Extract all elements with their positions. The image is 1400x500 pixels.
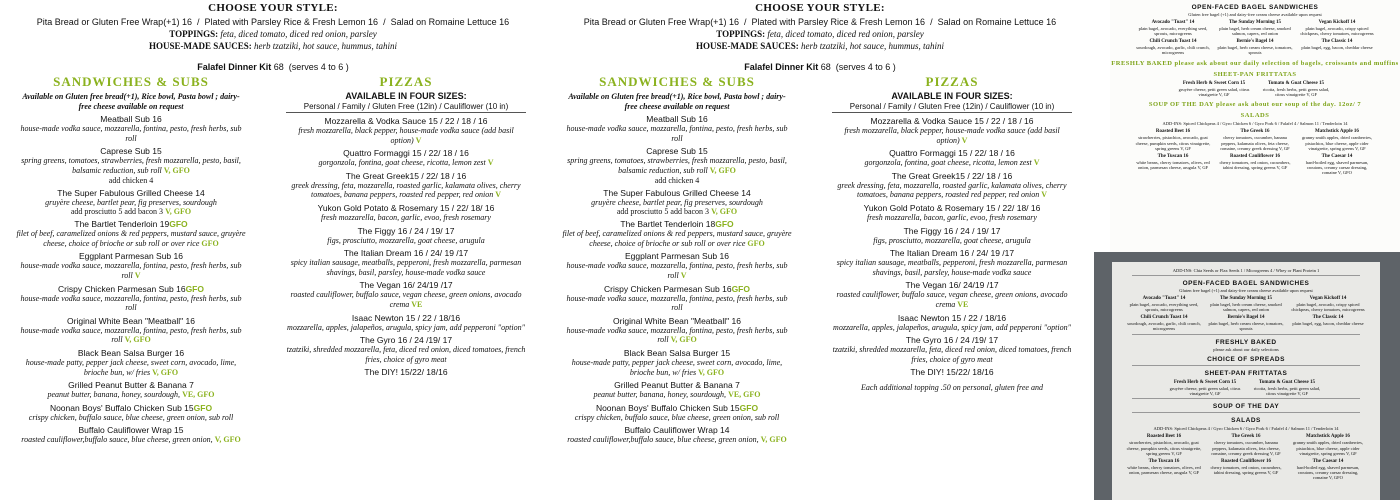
brochure-item-desc: cherry tomatoes, cucumber, banana peppers, kalamata olives, feta cheese, romaine, creamy greek dressing V, GF <box>1220 135 1290 152</box>
item-description: greek dressing, feta, mozzarella, roasted garlic, kalamata olives, cherry tomatoes, banana peppers, roasted red pepper, red onion V <box>291 180 521 200</box>
item-name: Buffalo Cauliflower Wrap 14 <box>624 425 730 436</box>
pizza-item <box>286 367 526 377</box>
style-options: Pita Bread or Gluten Free Wrap(+1) 16 / Plated with Parsley Rice & Fresh Lemon 16 / Salad on Romaine Lettuce 16 <box>36 16 510 27</box>
brochure-item-desc: plain bagel, herb cream cheese, smoked salmon, capers, red onion <box>1219 26 1291 37</box>
brochure-item <box>1126 459 1202 481</box>
gray-bagel-title: OPEN-FACED BAGEL SANDWICHES <box>1182 280 1310 287</box>
diet-tag: GFO <box>715 219 734 230</box>
diet-tag: V, GFO <box>152 367 179 377</box>
item-description: house-made patty, pepper jack cheese, sweet corn, avocado, lime, brioche bun, w/ fries V, GFO <box>25 357 237 377</box>
item-name: Quattro Formaggi 15 / 22/ 18 / 16 <box>343 148 469 159</box>
pizza-item <box>832 226 1072 246</box>
sandwiches-section <box>562 74 792 445</box>
brochure-item <box>1290 459 1366 481</box>
diet-tag: GFO <box>193 402 213 413</box>
item-name: Grilled Peanut Butter & Banana 7 <box>68 380 194 391</box>
item-name: The Bartlet Tenderloin 18GFO <box>620 219 734 230</box>
pizzas-title: PIZZAS <box>925 74 979 89</box>
brochure-item-name: The Classic 14 <box>1321 38 1353 44</box>
frittata-title: SHEET-PAN FRITTATAS <box>1213 70 1297 78</box>
diet-tag: GFO <box>747 238 765 248</box>
item-name: The Super Fabulous Grilled Cheese 14 <box>57 187 205 198</box>
item-name: Eggplant Parmesan Sub 16 <box>625 251 729 262</box>
brochure-item-name: Chili Crunch Toast 14 <box>1149 38 1197 44</box>
style-header <box>546 1 1094 52</box>
sandwich-item <box>16 219 246 248</box>
sandwich-item <box>16 146 246 184</box>
brochure-item-desc: strawberries, pistachios, avocado, goat cheese, pumpkin seeds, citrus vinaigrette, spring greens V, GF <box>1126 440 1202 457</box>
item-description: roasted cauliflower, buffalo sauce, vegan cheese, green onions, avocado crema VE <box>290 290 522 309</box>
brochure-item-desc: sourdough, avocado, garlic, chili crunch, microgreens <box>1127 320 1201 332</box>
pizza-item <box>286 280 526 309</box>
sandwiches-subtitle: Available on Gluten free bread(+1), Rice bowl, Pasta bowl ; dairy-free cheese available on request <box>22 92 240 111</box>
brochure-item-desc: cherry tomatoes, cucumber, banana peppers, kalamata olives, feta cheese, romaine, creamy greek dressing V, GF <box>1211 440 1281 457</box>
brochure-item-name: The Greek 16 <box>1240 129 1270 135</box>
brochure-item-name: Matchstick Apple 16 <box>1315 129 1359 135</box>
soup-line: SOUP OF THE DAY please ask about our soup of the day. 12oz/ 7 <box>1148 101 1362 109</box>
item-name: Caprese Sub 15 <box>646 146 708 157</box>
bagel-title: OPEN-FACED BAGEL SANDWICHES <box>1191 4 1319 11</box>
gray-bagel-grid <box>1112 296 1380 332</box>
brochure-item-name: The Sunday Morning 15 <box>1219 296 1273 301</box>
sandwich-item <box>562 348 792 377</box>
item-description: greek dressing, feta, mozzarella, roasted garlic, kalamata olives, cherry tomatoes, banana peppers, roasted red pepper, red onion V <box>837 180 1067 200</box>
brochure-item-name: Vegan Kickoff 14 <box>1318 20 1356 25</box>
salad-addons: ADD-INS: Spiced Chickpeas 4 / Gyro Chicken 6 / Gyro Pork 6 / Falafel 4 / Salmon 11 / Tenderloin 14 <box>1162 121 1348 127</box>
brochure-photo <box>1094 0 1400 500</box>
pizza-item <box>286 203 526 223</box>
item-name: The DIY! 15/22/ 18/16 <box>910 367 994 378</box>
pizzas-section <box>286 74 526 377</box>
item-description: crispy chicken, buffalo sauce, blue cheese, green onion, sub roll <box>28 412 234 422</box>
item-name: The Italian Dream 16 / 24/ 19 /17 <box>889 248 1015 259</box>
brochure-item <box>1217 20 1293 37</box>
brochure-item-desc: plain bagel, avocado, crispy spiced chickpeas, cherry tomatoes, microgreens <box>1291 302 1365 313</box>
brochure-item-desc: granny smith apples, dried cranberries, pistachios, blue cheese, apple cider vinaigrette, spring greens V, GF <box>1293 440 1363 457</box>
item-description: tzatziki, shredded mozzarella, feta, diced red onion, diced tomatoes, french fries, choice of gyro meat <box>286 345 526 364</box>
brochure-item-name: Roasted Cauliflower 16 <box>1221 458 1271 464</box>
item-addon: add prosciutto 5 add bacon 3 V, GFO <box>616 207 738 217</box>
item-name: The Vegan 16/ 24/19 /17 <box>359 280 453 291</box>
diet-tag: VE, GFO <box>728 390 761 400</box>
pizza-item <box>832 248 1072 277</box>
brochure-item-desc: white beans, cherry tomatoes, olives, red onion, parmesan cheese, arugula V, GF <box>1136 159 1210 170</box>
pizza-item <box>832 280 1072 309</box>
brochure-item-name: The Tuscan 16 <box>1148 458 1180 464</box>
item-description: house-made vodka sauce, mozzarella, fontina, pesto, fresh herbs, sub roll V, GFO <box>20 325 242 345</box>
pizza-item <box>286 148 526 168</box>
brochure-item-desc: sourdough, avocado, garlic, chili crunch, microgreens <box>1136 44 1210 56</box>
diet-tag: V, GFO <box>670 335 697 345</box>
item-name: Yukon Gold Potato & Rosemary 15 / 22/ 18/ 16 <box>863 202 1041 213</box>
sandwich-item <box>16 251 246 280</box>
brochure-item-name: Bernie's Bagel 14 <box>1227 314 1265 320</box>
diet-tag: V <box>1041 190 1047 200</box>
brochure-bottom-photo <box>1094 252 1400 500</box>
item-name: The Gyro 16 / 24 /19/ 17 <box>905 335 999 346</box>
item-description: filet of beef, caramelized onions & red peppers, mustard sauce, gruyère cheese, choice of brioche or sub roll or over rice GFO <box>562 229 792 248</box>
sandwich-item <box>16 284 246 313</box>
item-description: tzatziki, shredded mozzarella, feta, diced red onion, diced tomatoes, french fries, choice of gyro meat <box>832 345 1072 364</box>
brochure-item <box>1249 380 1325 397</box>
brochure-item <box>1217 129 1293 151</box>
brochure-item-desc: plain bagel, avocado, everything seed, sprouts, microgreens <box>1129 302 1199 313</box>
item-description: spicy italian sausage, meatballs, pepperoni, fresh mozzarella, parmesan shavings, basil, parsley, house-made vodka sauce <box>836 258 1068 277</box>
item-name: Caprese Sub 15 <box>100 146 162 157</box>
gray-addons: ADD-INS: Chia Seeds or Flax Seeds 1 / Microgreens 4 / Whey or Plant Protein 1 <box>1172 268 1320 273</box>
diet-tag: V <box>415 135 422 145</box>
item-name: Black Bean Salsa Burger 16 <box>77 347 185 358</box>
falafel-kit: Falafel Dinner Kit 68 (serves 4 to 6 ) <box>197 62 349 72</box>
item-description: fresh mozzarella, black pepper, house-made vodka sauce (add basil option) V <box>298 126 514 145</box>
item-name: The Figgy 16 / 24 / 19/ 17 <box>903 225 1001 236</box>
gray-salads: SALADS <box>1231 417 1261 425</box>
style-options: Pita Bread or Gluten Free Wrap(+1) 16 / Plated with Parsley Rice & Fresh Lemon 16 / Salad on Romaine Lettuce 16 <box>583 16 1057 27</box>
item-description: house-made vodka sauce, mozzarella, fontina, pesto, fresh herbs, sub roll V <box>566 261 788 280</box>
sandwich-item <box>562 425 792 445</box>
item-name: The Italian Dream 16 / 24/ 19 /17 <box>343 248 469 259</box>
brochure-item-desc: cherry tomatoes, red onion, cucumbers, tahini dressing, spring greens V, GF <box>1210 464 1282 475</box>
brochure-item-name: The Tuscan 16 <box>1157 153 1189 159</box>
sandwich-item <box>16 425 246 445</box>
diet-tag: V, GFO <box>214 435 241 445</box>
style-header <box>0 1 546 52</box>
menu-page-left <box>0 0 546 500</box>
item-description: fresh mozzarella, bacon, garlic, evoo, fresh rosemary <box>867 212 1037 222</box>
sandwich-item <box>562 219 792 248</box>
brochure-item-desc: white beans, cherry tomatoes, olives, red onion, parmesan cheese, arugula V, GF <box>1127 464 1201 475</box>
item-description: roasted cauliflower,buffalo sauce, blue cheese, green onion, V, GFO <box>567 435 787 445</box>
item-description: gorgonzola, fontina, goat cheese, ricotta, lemon zest V <box>864 158 1040 168</box>
brochure-item <box>1208 434 1284 456</box>
sauces-line: HOUSE-MADE SAUCES: herb tzatziki, hot sauce, hummus, tahini <box>695 41 944 52</box>
diet-tag: GFO <box>731 283 750 294</box>
item-description: spring greens, tomatoes, strawberries, fresh mozzarella, pesto, basil, balsamic reduction, sub roll V, GFO <box>21 156 241 175</box>
diet-tag: V, GFO <box>760 435 787 445</box>
brochure-item <box>1135 154 1211 176</box>
brochure-item-name: Avocado "Toast" 14 <box>1151 20 1195 25</box>
brochure-item <box>1126 296 1202 313</box>
item-name: Crispy Chicken Parmesan Sub 16GFO <box>58 283 204 294</box>
brochure-gray-page: ADD-INS: Chia Seeds or Flax Seeds 1 / Microgreens 4 / Whey or Plant Protein 1 OPEN-FACED BAGEL SANDWICHES Gluten free bagel (+1) and dairy-free cream cheese available upon request Avocado "Toast" 14 plain bagel, avocado, everything seed, sprouts, microgreens The Sunday Morning 15 plain bagel, herb cream cheese, smoked salmon, capers, red onion Vegan Kickoff 14 plain bagel, avocado, crispy spiced chickpeas, cherry tomatoes, microgreens Chili Crunch Toast 14 sourdough, avocado, garlic, chili crunch, microgreens Bernie's Bagel 14 plain bagel, herb cream cheese, tomatoes, sprouts The Classic 14 plain bagel, egg, bacon, cheddar cheese FRESHLY BAKED please ask about our daily selections CHOICE OF SPREADS SHEET-PAN FRITTATAS Fresh Herb & Sweet Corn 15 gruyère cheese, petit green salad, citrus vinaigrette V, GF Tomato & Goat Cheese 15 ricotta, fresh herbs, petit green salad, citrus vinaigrette V, GF SOUP OF THE DAY SALADS ADD-INS: Spiced Chickpeas 4 / Gyro Chicken 6 / Gyro Pork 6 / Falafel 4 / Salmon 11 / Tenderloin 14 Roasted Beet 16 strawberries, pistachios, avocado, goat cheese, pumpkin seeds, citrus vinaigrette, spring greens V, GF The Greek 16 cherry tomatoes, cucumber, banana peppers, kalamata olives, feta cheese, romaine, creamy greek dressing V, GF Matchstick Apple 16 granny smith apples, dried cranberries, pistachios, blue cheese, apple cider vinaigrette, spring greens V, GF The Tuscan 16 white beans, cherry tomatoes, olives, red onion, parmesan cheese, arugula V, GF Roasted Cauliflower 16 cherry tomatoes, red onion, cucumbers, tahini dressing, spring greens V, GF The Caesar 14 hard-boiled egg, shaved parmesan, croutons, creamy caesar dressing, romaine V, GFO <box>1112 262 1380 500</box>
brochure-item <box>1299 129 1375 151</box>
sandwich-item <box>16 403 246 423</box>
item-name: Meatball Sub 16 <box>100 114 162 125</box>
style-title: CHOOSE YOUR STYLE: <box>208 2 338 14</box>
bagel-grid <box>1110 20 1400 56</box>
item-description: peanut butter, banana, honey, sourdough, VE, GFO <box>593 390 761 400</box>
diet-tag: GFO <box>739 402 759 413</box>
brochure-item-desc: gruyère cheese, petit green salad, citrus vinaigrette V, GF <box>1178 86 1250 97</box>
item-description: house-made patty, pepper jack cheese, sweet corn, avocado, lime, brioche bun, w/ fries V, GFO <box>571 357 783 377</box>
brochure-item-name: Chili Crunch Toast 14 <box>1140 314 1188 320</box>
diet-tag: VE <box>411 299 423 309</box>
brochure-item-name: Tomato & Goat Cheese 15 <box>1259 379 1315 385</box>
sandwich-item <box>562 316 792 345</box>
sandwich-item <box>562 146 792 184</box>
pizza-sizes: Personal / Family / Gluten Free (12in) / Cauliflower (10 in) <box>832 102 1072 113</box>
pizzas-title: PIZZAS <box>379 74 433 89</box>
brochure-item <box>1299 154 1375 176</box>
brochure-item-desc: ricotta, fresh herbs, petit green salad, citrus vinaigrette V, GF <box>1253 385 1321 396</box>
sandwich-item <box>562 114 792 143</box>
pizza-item <box>832 367 1072 377</box>
brochure-item-desc: hard-boiled egg, shaved parmesan, croutons, creamy caesar dressing, romaine V, GFO <box>1305 159 1369 176</box>
brochure-item-desc: hard-boiled egg, shaved parmesan, croutons, creamy caesar dressing, romaine V, GFO <box>1296 464 1360 481</box>
brochure-item-desc: plain bagel, herb cream cheese, tomatoes, sprouts <box>1208 320 1284 332</box>
frittata-grid <box>1110 81 1400 98</box>
diet-tag: VE, GFO <box>182 390 215 400</box>
item-name: The Gyro 16 / 24 /19/ 17 <box>359 335 453 346</box>
item-description: gruyère cheese, bartlet pear, fig preserves, sourdough <box>45 197 217 207</box>
pizza-item <box>286 248 526 277</box>
diet-tag: V, GFO <box>124 335 151 345</box>
pizzas-section <box>832 74 1072 393</box>
brochure-item <box>1135 129 1211 151</box>
item-description: fresh mozzarella, bacon, garlic, evoo, fresh rosemary <box>321 212 491 222</box>
brochure-item-name: Avocado "Toast" 14 <box>1142 296 1186 301</box>
item-description: house-made vodka sauce, mozzarella, fontina, pesto, fresh herbs, sub roll <box>20 124 242 143</box>
brochure-top-page <box>1110 0 1400 252</box>
brochure-item-name: Bernie's Bagel 14 <box>1236 38 1274 44</box>
sandwich-item <box>562 188 792 217</box>
diet-tag: V <box>487 158 494 168</box>
item-name: The Great Greek15 / 22/ 18 / 16 <box>891 170 1013 181</box>
item-description: house-made vodka sauce, mozzarella, fontina, pesto, fresh herbs, sub roll <box>566 293 788 313</box>
item-description: gruyère cheese, bartlet pear, fig preserves, sourdough <box>591 197 763 207</box>
brochure-item-name: Roasted Beet 16 <box>1146 434 1182 440</box>
item-name: Grilled Peanut Butter & Banana 7 <box>614 380 740 391</box>
sandwich-item <box>562 380 792 400</box>
toppings-line: TOPPINGS: feta, diced tomato, diced red onion, parsley <box>716 28 924 39</box>
brochure-item <box>1208 296 1284 313</box>
diet-tag: GFO <box>169 219 188 230</box>
sandwiches-title: SANDWICHES & SUBS <box>53 74 209 89</box>
diet-tag: V, GFO <box>711 207 738 217</box>
falafel-kit: Falafel Dinner Kit 68 (serves 4 to 6 ) <box>744 62 896 72</box>
pizza-item <box>832 203 1072 223</box>
salad-grid <box>1110 129 1400 175</box>
item-name: Quattro Formaggi 15 / 22/ 18 / 16 <box>889 148 1015 159</box>
brochure-item-desc: cherry tomatoes, red onion, cucumbers, tahini dressing, spring greens V, GF <box>1219 159 1291 170</box>
brochure-item-name: The Caesar 14 <box>1321 153 1353 159</box>
fresh-baked: FRESHLY BAKED please ask about our daily selection of bagels, croissants and muffins <box>1111 59 1399 67</box>
sandwich-item <box>562 251 792 280</box>
item-description: mozzarella, apples, jalapeños, arugula, spicy jam, add pepperoni "option" <box>287 322 525 332</box>
item-description: figs, prosciutto, mozzarella, goat cheese, arugula <box>327 235 485 245</box>
item-description: spring greens, tomatoes, strawberries, fresh mozzarella, pesto, basil, balsamic reduction, sub roll V, GFO <box>567 156 787 175</box>
item-name: Meatball Sub 16 <box>646 114 708 125</box>
brochure-item-desc: plain bagel, avocado, everything seed, sprouts, microgreens <box>1138 26 1208 37</box>
diet-tag: V, GFO <box>698 367 725 377</box>
brochure-item-name: Fresh Herb & Sweet Corn 15 <box>1182 80 1246 86</box>
pizza-item <box>286 335 526 364</box>
brochure-item-name: The Classic 14 <box>1312 314 1344 320</box>
item-description: filet of beef, caramelized onions & red peppers, mustard sauce, gruyère cheese, choice of brioche or sub roll or over rice GFO <box>16 229 246 248</box>
brochure-item <box>1290 296 1366 313</box>
item-name: The Great Greek15 / 22/ 18 / 16 <box>345 170 467 181</box>
item-description: house-made vodka sauce, mozzarella, fontina, pesto, fresh herbs, sub roll V <box>20 261 242 280</box>
brochure-item <box>1126 315 1202 332</box>
bagel-note: Gluten free bagel (+1) and dairy-free cream cheese available upon request <box>1188 12 1322 17</box>
sandwich-item <box>16 188 246 217</box>
brochure-item-desc: plain bagel, avocado, crispy spiced chickpeas, cherry tomatoes, microgreens <box>1300 26 1374 37</box>
sandwich-item <box>16 380 246 400</box>
diet-tag: V <box>680 270 687 280</box>
item-name: The DIY! 15/22/ 18/16 <box>364 367 448 378</box>
item-description: figs, prosciutto, mozzarella, goat cheese, arugula <box>873 235 1031 245</box>
sandwich-item <box>16 348 246 377</box>
sauces-line: HOUSE-MADE SAUCES: herb tzatziki, hot sauce, hummus, tahini <box>148 41 397 52</box>
brochure-item-name: Matchstick Apple 16 <box>1306 434 1350 440</box>
pizza-sizes: Personal / Family / Gluten Free (12in) / Cauliflower (10 in) <box>286 102 526 113</box>
item-description: house-made vodka sauce, mozzarella, fontina, pesto, fresh herbs, sub roll V, GFO <box>566 325 788 345</box>
brochure-item <box>1167 380 1243 397</box>
pizza-item <box>832 116 1072 145</box>
pizza-item <box>832 313 1072 333</box>
brochure-item-name: The Sunday Morning 15 <box>1228 20 1282 25</box>
brochure-item-name: Roasted Beet 16 <box>1155 129 1191 135</box>
item-description: fresh mozzarella, black pepper, house-made vodka sauce (add basil option) V <box>844 126 1060 145</box>
item-description: roasted cauliflower,buffalo sauce, blue cheese, green onion, V, GFO <box>21 435 241 445</box>
sandwiches-subtitle: Available on Gluten free bread(+1), Rice bowl, Pasta bowl ; dairy-free cheese available on request <box>568 92 786 111</box>
brochure-item <box>1126 434 1202 456</box>
gray-fresh: FRESHLY BAKED <box>1215 338 1277 346</box>
diet-tag: GFO <box>201 238 219 248</box>
pizza-item <box>286 226 526 246</box>
brochure-item-name: The Caesar 14 <box>1312 458 1344 464</box>
sandwich-item <box>16 114 246 143</box>
gray-soup: SOUP OF THE DAY <box>1212 403 1280 411</box>
item-name: Crispy Chicken Parmesan Sub 16GFO <box>604 283 750 294</box>
diet-tag: V, GFO <box>165 207 192 217</box>
sandwich-item <box>562 403 792 423</box>
diet-tag: V, GFO <box>709 165 736 175</box>
brochure-item <box>1258 81 1334 98</box>
sandwiches-title: SANDWICHES & SUBS <box>599 74 755 89</box>
item-description: crispy chicken, buffalo sauce, blue cheese, green onion, sub roll <box>574 412 780 422</box>
brochure-item <box>1299 20 1375 37</box>
item-addon: add chicken 4 <box>654 175 700 185</box>
brochure-item-desc: strawberries, pistachios, avocado, goat cheese, pumpkin seeds, citrus vinaigrette, spring greens V, GF <box>1135 135 1211 152</box>
item-name: Mozzarella & Vodka Sauce 15 / 22 / 18 / 16 <box>870 116 1034 126</box>
item-name: Isaac Newton 15 / 22 / 18/16 <box>897 312 1007 323</box>
diet-tag: V <box>961 135 968 145</box>
pizza-sizes-title: AVAILABLE IN FOUR SIZES: <box>345 91 467 101</box>
pizza-item <box>832 335 1072 364</box>
sandwich-item <box>562 284 792 313</box>
brochure-item <box>1176 81 1252 98</box>
item-name: Buffalo Cauliflower Wrap 15 <box>78 425 184 436</box>
item-name: Eggplant Parmesan Sub 16 <box>79 251 183 262</box>
brochure-item-name: Tomato & Goat Cheese 15 <box>1268 80 1324 86</box>
pizza-item <box>832 171 1072 200</box>
item-name: Black Bean Salsa Burger 15 <box>623 347 731 358</box>
item-name: The Vegan 16/ 24/19 /17 <box>905 280 999 291</box>
item-name: Isaac Newton 15 / 22 / 18/16 <box>351 312 461 323</box>
brochure-item-desc: plain bagel, egg, bacon, cheddar cheese <box>1292 320 1364 326</box>
brochure-item <box>1290 434 1366 456</box>
brochure-item-desc: gruyère cheese, petit green salad, citrus vinaigrette V, GF <box>1169 385 1241 396</box>
pizza-item <box>832 148 1072 168</box>
brochure-item <box>1290 315 1366 332</box>
diet-tag: VE <box>957 299 969 309</box>
brochure-item-desc: plain bagel, egg, bacon, cheddar cheese <box>1301 44 1373 50</box>
item-name: Original White Bean "Meatball" 16 <box>613 315 741 326</box>
brochure-item-desc: plain bagel, herb cream cheese, smoked salmon, capers, red onion <box>1210 302 1282 313</box>
diet-tag: V, GFO <box>163 165 190 175</box>
item-name: Noonan Boys' Buffalo Chicken Sub 15GFO <box>49 402 213 413</box>
item-description: peanut butter, banana, honey, sourdough, VE, GFO <box>47 390 215 400</box>
gray-frittata: SHEET-PAN FRITTATAS <box>1204 369 1288 377</box>
brochure-item-name: Vegan Kickoff 14 <box>1309 296 1347 301</box>
brochure-item-name: Roasted Cauliflower 16 <box>1230 153 1280 159</box>
item-description: spicy italian sausage, meatballs, pepperoni, fresh mozzarella, parmesan shavings, basil, parsley, house-made vodka sauce <box>290 258 522 277</box>
item-addon: add prosciutto 5 add bacon 3 V, GFO <box>70 207 192 217</box>
pizza-item <box>286 313 526 333</box>
brochure-item <box>1217 39 1293 56</box>
brochure-item <box>1217 154 1293 176</box>
brochure-item-desc: ricotta, fresh herbs, petit green salad, citrus vinaigrette V, GF <box>1262 86 1330 97</box>
pizza-sizes-title: AVAILABLE IN FOUR SIZES: <box>891 91 1013 101</box>
pizza-item <box>286 116 526 145</box>
brochure-item <box>1135 20 1211 37</box>
menu-page-center <box>546 0 1094 500</box>
diet-tag: GFO <box>185 283 204 294</box>
brochure-item-desc: plain bagel, herb cream cheese, tomatoes, sprouts <box>1217 44 1293 56</box>
brochure-item <box>1135 39 1211 56</box>
pizza-footer-note: Each additional topping .50 on personal, gluten free and <box>861 383 1043 393</box>
sandwich-item <box>16 316 246 345</box>
brochure-item-name: The Greek 16 <box>1231 434 1261 440</box>
item-description: mozzarella, apples, jalapeños, arugula, spicy jam, add pepperoni "option" <box>833 322 1071 332</box>
pizza-item <box>286 171 526 200</box>
gray-spreads: CHOICE OF SPREADS <box>1207 355 1285 363</box>
item-description: house-made vodka sauce, mozzarella, fontina, pesto, fresh herbs, sub roll <box>20 293 242 313</box>
brochure-item <box>1208 459 1284 481</box>
item-description: roasted cauliflower, buffalo sauce, vegan cheese, green onions, avocado crema VE <box>836 290 1068 309</box>
item-name: Original White Bean "Meatball" 16 <box>67 315 195 326</box>
style-title: CHOOSE YOUR STYLE: <box>755 2 885 14</box>
brochure-item-name: Fresh Herb & Sweet Corn 15 <box>1173 379 1237 385</box>
brochure-item <box>1299 39 1375 56</box>
diet-tag: V <box>134 270 141 280</box>
item-description: gorgonzola, fontina, goat cheese, ricotta, lemon zest V <box>318 158 494 168</box>
item-name: Yukon Gold Potato & Rosemary 15 / 22/ 18/ 16 <box>317 202 495 213</box>
item-name: The Super Fabulous Grilled Cheese 14 <box>603 187 751 198</box>
toppings-line: TOPPINGS: feta, diced tomato, diced red onion, parsley <box>169 28 377 39</box>
item-description: house-made vodka sauce, mozzarella, fontina, pesto, fresh herbs, sub roll <box>566 124 788 143</box>
brochure-item-desc: granny smith apples, dried cranberries, pistachios, blue cheese, apple cider vinaigrette, spring greens V, GF <box>1302 135 1372 152</box>
item-name: The Figgy 16 / 24 / 19/ 17 <box>357 225 455 236</box>
item-name: The Bartlet Tenderloin 19GFO <box>74 219 188 230</box>
diet-tag: V <box>1033 158 1040 168</box>
item-addon: add chicken 4 <box>108 175 154 185</box>
salads-title: SALADS <box>1240 112 1270 120</box>
diet-tag: V <box>495 190 501 200</box>
item-name: Noonan Boys' Buffalo Chicken Sub 15GFO <box>595 402 759 413</box>
item-name: Mozzarella & Vodka Sauce 15 / 22 / 18 / 16 <box>324 116 488 126</box>
sandwiches-section <box>16 74 246 445</box>
brochure-item <box>1208 315 1284 332</box>
